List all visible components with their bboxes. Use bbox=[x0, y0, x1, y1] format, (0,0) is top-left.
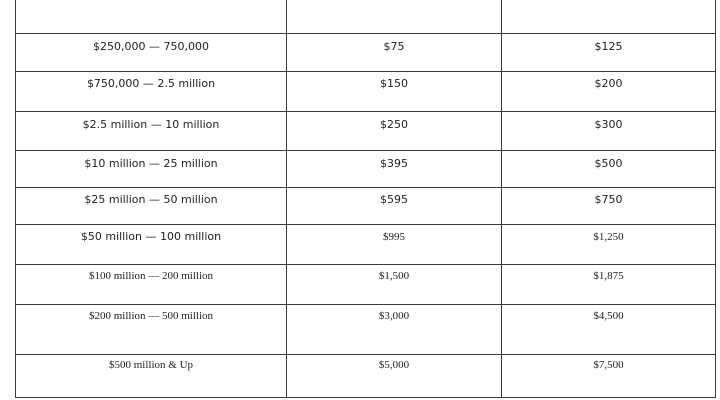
table-row bbox=[16, 72, 716, 112]
fee-cell bbox=[502, 151, 716, 188]
range-cell bbox=[16, 0, 287, 34]
fee-text: $75 bbox=[383, 40, 405, 53]
range-cell bbox=[16, 151, 287, 188]
range-text: $250,000 — 750,000 bbox=[93, 40, 209, 53]
range-text: $100 million — 200 million bbox=[88, 270, 214, 282]
range-cell bbox=[16, 188, 287, 225]
range-cell bbox=[16, 34, 287, 72]
fee-text: $300 bbox=[594, 118, 623, 131]
fee-cell bbox=[502, 34, 716, 72]
fee-cell bbox=[287, 112, 502, 151]
range-cell bbox=[16, 72, 287, 112]
fee-schedule-table bbox=[15, 0, 716, 398]
table-row bbox=[16, 355, 716, 398]
table-row bbox=[16, 305, 716, 355]
fee-cell bbox=[502, 225, 716, 265]
fee-cell bbox=[287, 225, 502, 265]
range-cell bbox=[16, 225, 287, 265]
fee-cell bbox=[502, 188, 716, 225]
range-text: $750,000 — 2.5 million bbox=[86, 77, 216, 90]
fee-cell bbox=[287, 355, 502, 398]
fee-text: $750 bbox=[594, 193, 623, 206]
fee-cell bbox=[502, 0, 716, 34]
table-row bbox=[16, 188, 716, 225]
fee-text: $500 bbox=[594, 157, 623, 170]
fee-text: $7,500 bbox=[593, 359, 624, 371]
fee-text: $150 bbox=[380, 77, 408, 90]
fee-text: $995 bbox=[383, 231, 405, 243]
fee-cell bbox=[287, 34, 502, 72]
fee-text: $595 bbox=[380, 193, 408, 206]
fee-cell bbox=[502, 305, 716, 355]
table-row bbox=[16, 225, 716, 265]
fee-cell bbox=[287, 0, 502, 34]
range-cell bbox=[16, 265, 287, 305]
fee-cell bbox=[502, 112, 716, 151]
range-text: $50 million — 100 million bbox=[80, 230, 222, 243]
fee-cell bbox=[287, 151, 502, 188]
table-row bbox=[16, 151, 716, 188]
range-text: $500 million & Up bbox=[108, 359, 194, 371]
table-row bbox=[16, 0, 716, 34]
fee-cell bbox=[502, 355, 716, 398]
range-text: $10 million — 25 million bbox=[84, 157, 218, 170]
fee-text: $1,875 bbox=[593, 270, 624, 282]
fee-cell bbox=[287, 188, 502, 225]
fee-cell bbox=[287, 305, 502, 355]
range-text: $200 million — 500 million bbox=[88, 310, 214, 322]
fee-text: $4,500 bbox=[593, 310, 624, 322]
fee-text: $395 bbox=[380, 157, 408, 170]
fee-text: $125 bbox=[594, 40, 623, 53]
table-row bbox=[16, 34, 716, 72]
fee-text: $200 bbox=[594, 77, 623, 90]
range-cell bbox=[16, 112, 287, 151]
range-cell bbox=[16, 305, 287, 355]
table-row bbox=[16, 265, 716, 305]
fee-cell bbox=[502, 265, 716, 305]
fee-cell bbox=[287, 72, 502, 112]
fee-cell bbox=[287, 265, 502, 305]
fee-text: $5,000 bbox=[378, 359, 410, 371]
fee-text: $1,500 bbox=[378, 270, 410, 282]
range-cell bbox=[16, 355, 287, 398]
fee-cell bbox=[502, 72, 716, 112]
table-row bbox=[16, 112, 716, 151]
fee-text: $3,000 bbox=[378, 310, 410, 322]
range-text: $25 million — 50 million bbox=[84, 193, 218, 206]
fee-text: $1,250 bbox=[593, 231, 624, 243]
fee-text: $250 bbox=[380, 118, 408, 131]
range-text: $2.5 million — 10 million bbox=[82, 118, 220, 131]
